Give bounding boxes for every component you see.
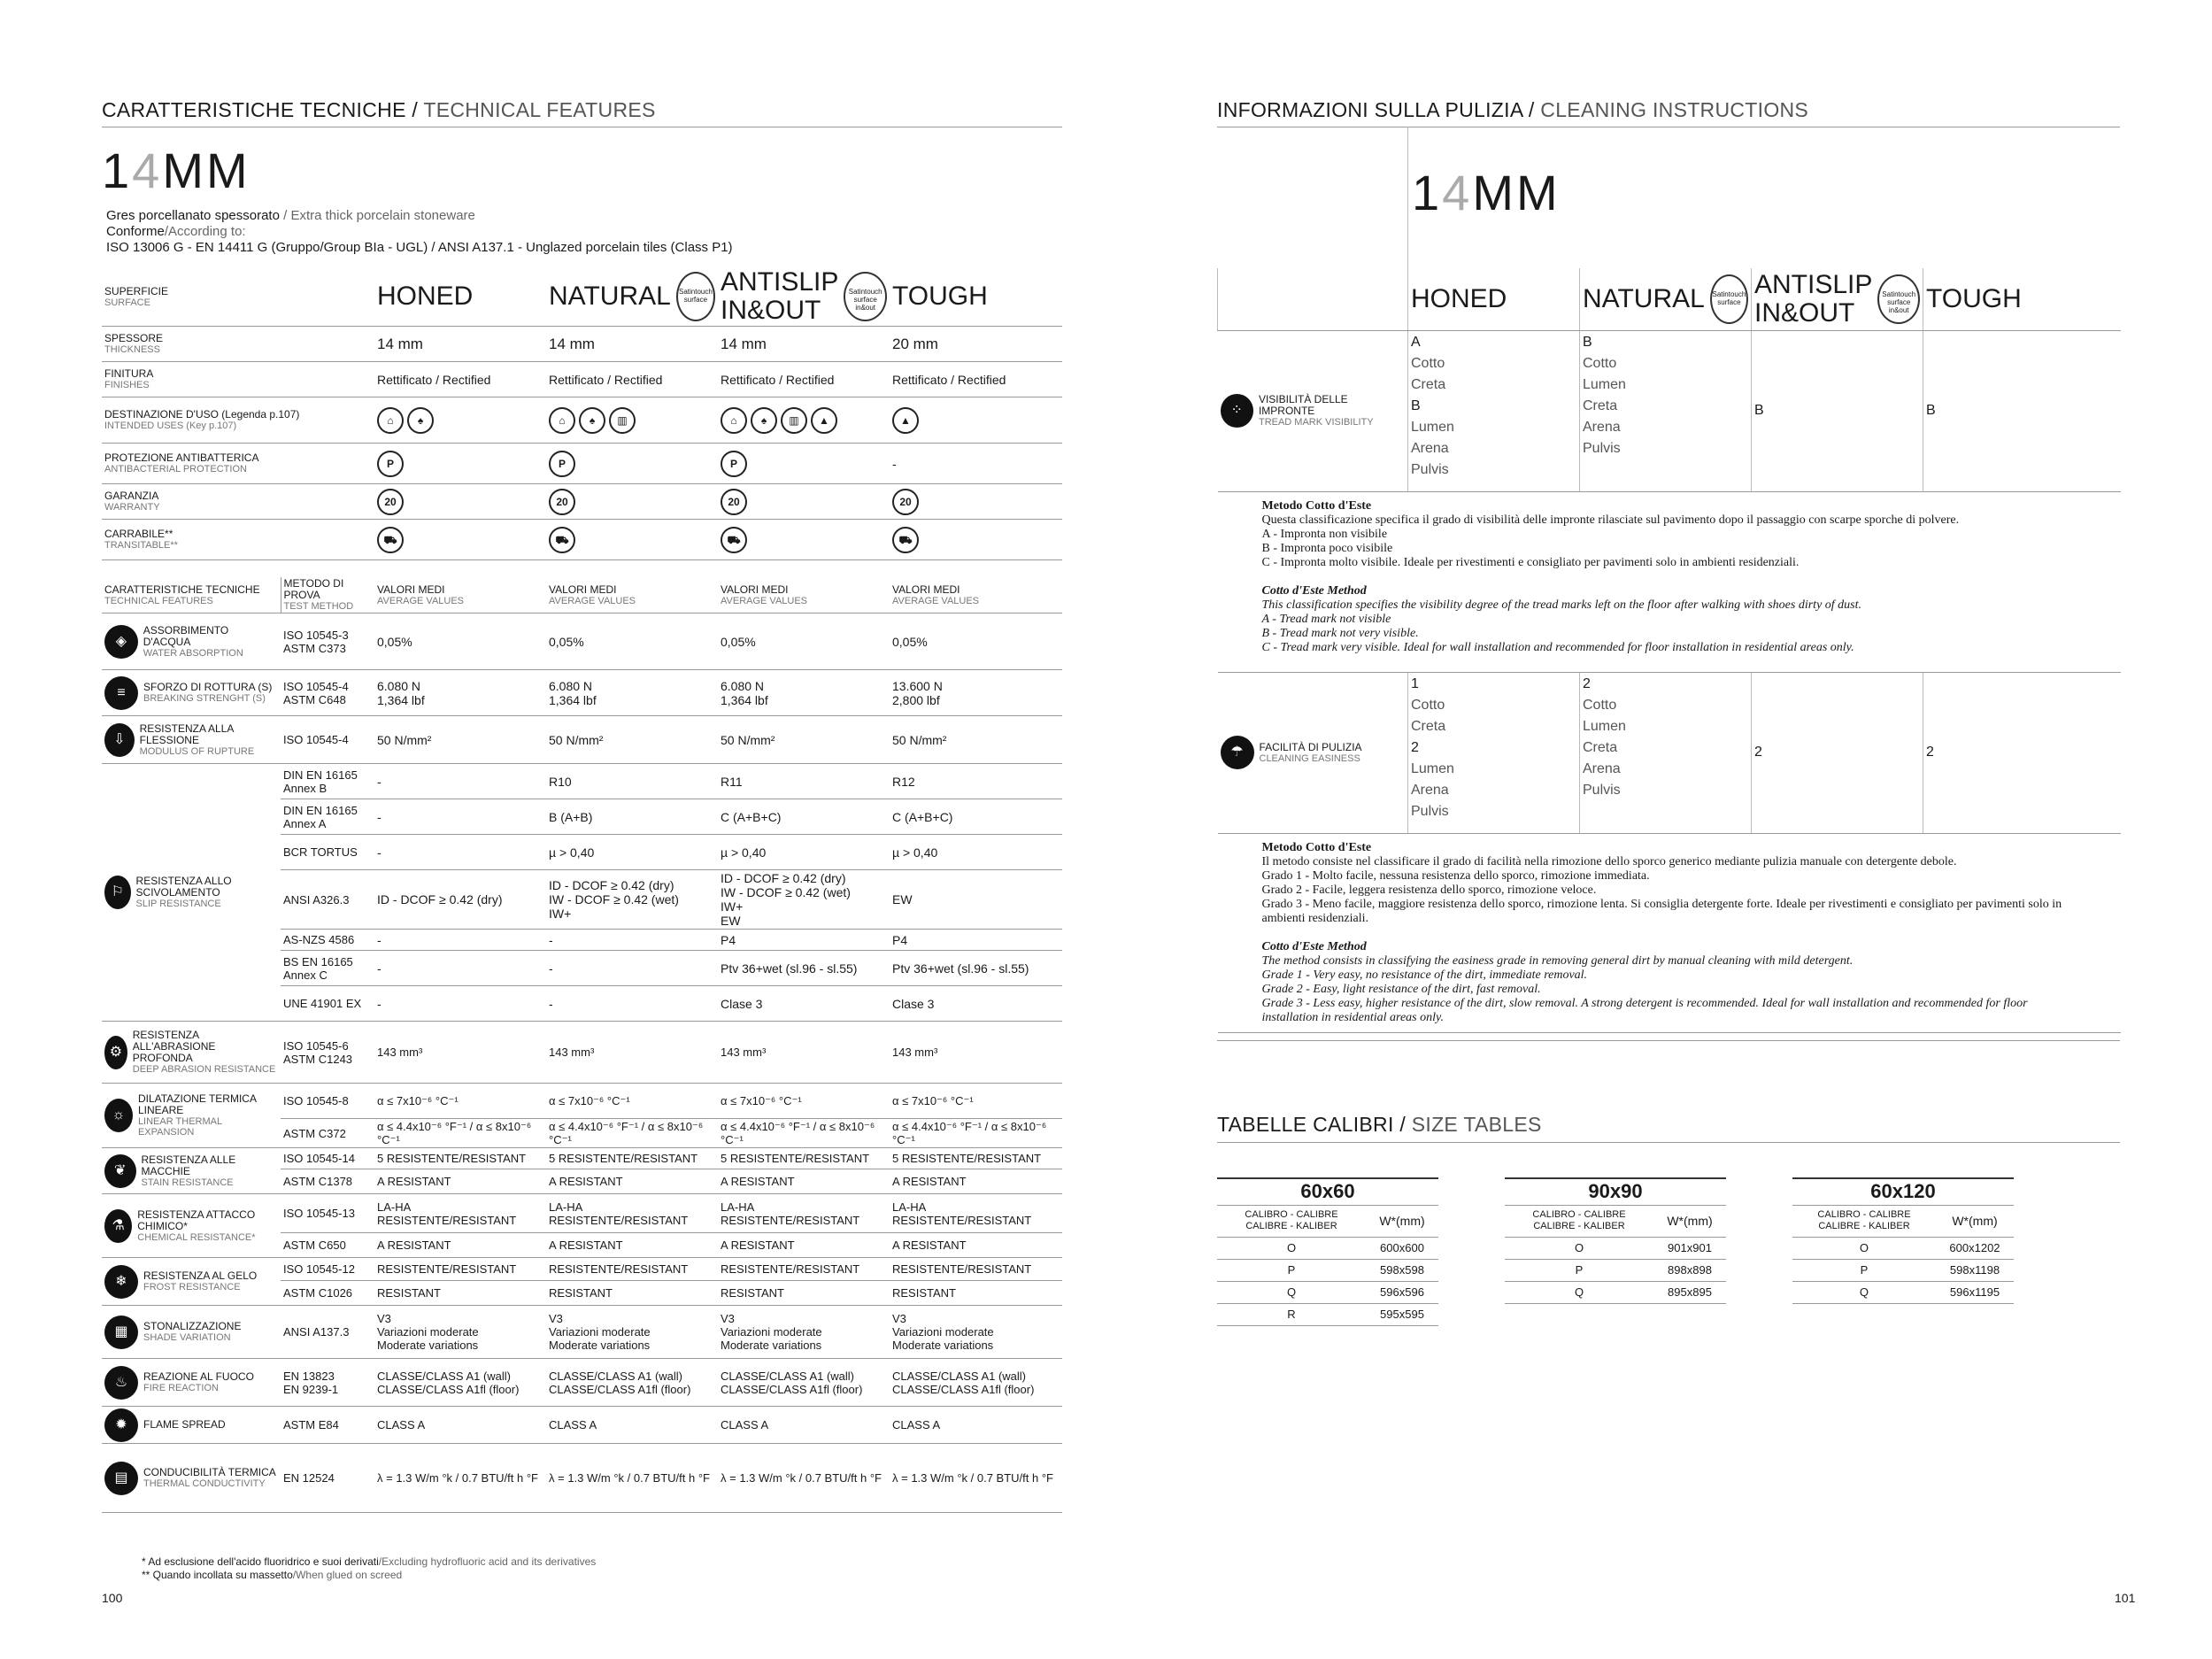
tech-row: ASTM C1378 A RESISTANT A RESISTANT A RESISTANT A RESISTANT [102, 1169, 1062, 1194]
tech-row: ◈ ASSORBIMENTO D'ACQUA WATER ABSORPTION ISO 10545-3 ASTM C373 0,05% 0,05% 0,05% 0,05% [102, 613, 1062, 670]
spec-row: DESTINAZIONE D'USO (Legenda p.107) INTENDED USES (Key p.107) ⌂ ♠ ⌂ ♠ ▥ ⌂ ♠ ▥ ▲ ▲ [102, 397, 1062, 444]
feature-icon: ◈ [104, 625, 138, 659]
feature-icon: ≡ [104, 676, 138, 710]
use-icon: ⛟ [377, 527, 404, 553]
use-icon: ▥ [609, 407, 636, 434]
size-table-title: 90x90 [1505, 1178, 1726, 1205]
surface-name: ANTISLIP IN&OUT [721, 267, 839, 325]
size-table-title: 60x120 [1792, 1178, 2014, 1205]
tech-row: ASTM C372 α ≤ 4.4x10⁻⁶ °F⁻¹ / α ≤ 8x10⁻⁶ °C⁻¹ α ≤ 4.4x10⁻⁶ °F⁻¹ / α ≤ 8x10⁻⁶ °C⁻¹ α ≤ 4.4x10⁻⁶ °F⁻¹ / α ≤ 8x10⁻⁶ °C⁻¹ α ≤ 4.4x10⁻⁶ °F⁻¹ / α ≤ 8x10⁻⁶ °C⁻¹ [102, 1119, 1062, 1148]
slip-row: ANSI A326.3 ID - DCOF ≥ 0.42 (dry) ID - DCOF ≥ 0.42 (dry) IW - DCOF ≥ 0.42 (wet) IW+ ID - DCOF ≥ 0.42 (dry) IW - DCOF ≥ 0.42 (wet) IW+ EW EW [102, 870, 1062, 930]
footprint-icon: ⁘ [1221, 394, 1253, 428]
feature-icon: ▤ [104, 1462, 138, 1495]
size-row: Q 596x1195 [1792, 1281, 2014, 1303]
intro: Gres porcellanato spessorato / Extra thick porcelain stoneware Conforme/According to: ISO 13006 G - EN 14411 G (Gruppo/Group BIa - UGL) / ANSI A137.1 - Unglazed porcelain tiles (Class P1) [106, 208, 733, 255]
surface-label: SUPERFICIE [104, 284, 169, 297]
tech-row: ⚗ RESISTENZA ATTACCO CHIMICO* CHEMICAL RESISTANCE* ISO 10545-13 LA-HA RESISTENTE/RESISTANT LA-HA RESISTENTE/RESISTANT LA-HA RESISTENTE/RESISTANT LA-HA RESISTENTE/RESISTANT [102, 1194, 1062, 1233]
divider [1407, 127, 1408, 268]
satintouch-badge-icon: Satintouch surface [1710, 274, 1748, 324]
use-icon: ♠ [579, 407, 605, 434]
cleaning-icon: ☂ [1221, 736, 1254, 769]
surface-name: ANTISLIP IN&OUT [1754, 269, 1873, 328]
use-icon: ⌂ [721, 407, 747, 434]
spec-row: SPESSORE THICKNESS 14 mm 14 mm 14 mm 20 mm [102, 327, 1062, 362]
use-icon: P [721, 451, 747, 477]
surface-table [102, 267, 1062, 560]
spec-row: PROTEZIONE ANTIBATTERICA ANTIBACTERIAL PROTECTION P P P - [102, 444, 1062, 484]
use-icon: ⛟ [721, 527, 747, 553]
footnotes: * Ad esclusione dell'acido fluoridrico e suoi derivati/Excluding hydrofluoric acid and its derivatives ** Quando incollata su massetto/When glued on screed [142, 1555, 597, 1581]
method-text: Metodo Cotto d'Este Il metodo consiste nel classificare il grado di facilità nella rimozione dello sporco generico mediante pulizia manuale con detergente debole. Grado 1 - Molto facile, nessuna resistenza dello sporco, rimozione immediata. Grado 2 - Facile, leggera resistenza dello sporco, rimozione veloce. Grado 3 - Meno facile, maggiore resistenza dello sporco, rimozione lenta. Si consiglia detergente forte. Ideale per rivestimenti e consigliato per pavimenti solo in ambienti residenziali. Cotto d'Este Method The method consists in classifying the easiness grade in removing general dirt by manual cleaning with mild detergent. Grade 1 - Very easy, no resistance of the dirt, immediate removal. Grade 2 - Easy, light resistance of the dirt, fast removal. Grade 3 - Less easy, higher resistance of the dirt, slow removal. A strong detergent is recommended. Ideal for wall installation and recommended for floor installation in residential areas only. [1218, 833, 2121, 1032]
tech-row: ✹ FLAME SPREAD ASTM E84 CLASS A CLASS A CLASS A CLASS A [102, 1407, 1062, 1444]
cleaning-table [1217, 268, 2121, 1033]
use-icon: ⌂ [549, 407, 575, 434]
slip-row: UNE 41901 EX - - Clase 3 Clase 3 [102, 986, 1062, 1022]
size-row: P 598x1198 [1792, 1259, 2014, 1281]
page-number: 101 [2115, 1591, 2136, 1605]
slip-row: BS EN 16165 Annex C - - Ptv 36+wet (sl.96 - sl.55) Ptv 36+wet (sl.96 - sl.55) [102, 951, 1062, 986]
size-row: O 600x600 [1217, 1237, 1438, 1259]
slip-row: ⚐ RESISTENZA ALLO SCIVOLAMENTO SLIP RESISTANCE DIN EN 16165 Annex B - R10 R11 R12 [102, 764, 1062, 799]
satintouch-badge-icon: Satintouch surface [676, 272, 715, 321]
surface-name: HONED [377, 282, 474, 311]
size-row: Q 895x895 [1505, 1281, 1726, 1303]
use-icon: ♠ [751, 407, 777, 434]
divider [1217, 1142, 2120, 1143]
satintouch-badge-icon: Satintouch surface in&out [844, 272, 887, 321]
divider [1217, 1040, 2120, 1041]
surface-row: SUPERFICIE SURFACE HONED NATURAL Satintouch surface ANTISLIP IN&OUT Satintouch surface in&out TOUGH [102, 267, 1062, 327]
spec-row: GARANZIA WARRANTY 20 20 20 20 [102, 484, 1062, 520]
feature-icon: ⚗ [104, 1209, 132, 1243]
product-title: 14MM [1412, 165, 1561, 220]
use-icon: 20 [377, 489, 404, 515]
use-icon: ▲ [892, 407, 919, 434]
feature-icon: ❄ [104, 1265, 138, 1299]
feature-icon: ▦ [104, 1316, 138, 1349]
surface-name: TOUGH [892, 282, 988, 311]
size-row: O 901x901 [1505, 1237, 1726, 1259]
feature-icon: ⚙ [104, 1036, 127, 1069]
use-icon: ▲ [811, 407, 837, 434]
size-table-90x90: 90x90 CALIBRO - CALIBRE CALIBRE - KALIBER W*(mm) O 901x901 P 898x898 Q 895x895 [1505, 1177, 1726, 1304]
section-title: CARATTERISTICHE TECNICHE / TECHNICAL FEATURES [102, 98, 656, 121]
use-icon: ▥ [781, 407, 807, 434]
surface-name: HONED [1411, 283, 1507, 313]
size-table-60x60: 60x60 CALIBRO - CALIBRE CALIBRE - KALIBER W*(mm) O 600x600 P 598x598 Q 596x596 R 595x595 [1217, 1177, 1438, 1326]
cleaning-row: ☂ FACILITÀ DI PULIZIA CLEANING EASINESS 1 Cotto Creta 2 Lumen Arena Pulvis 2 Cotto Lumen Creta Arena Pulvis 2 2 [1218, 672, 2121, 833]
tech-row: ASTM C650 A RESISTANT A RESISTANT A RESISTANT A RESISTANT [102, 1233, 1062, 1258]
tech-row: ▤ CONDUCIBILITÀ TERMICA THERMAL CONDUCTIVITY EN 12524 λ = 1.3 W/m °k / 0.7 BTU/ft h °F λ = 1.3 W/m °k / 0.7 BTU/ft h °F λ = 1.3 W/m °k / 0.7 BTU/ft h °F λ = 1.3 W/m °k / 0.7 BTU/ft h °F [102, 1444, 1062, 1513]
surface-name: NATURAL [1583, 283, 1705, 313]
feature-icon: ❦ [104, 1154, 136, 1188]
use-icon: ⌂ [377, 407, 404, 434]
tech-row: ⚙ RESISTENZA ALL'ABRASIONE PROFONDA DEEP ABRASION RESISTANCE ISO 10545-6 ASTM C1243 143 mm³ 143 mm³ 143 mm³ 143 mm³ [102, 1022, 1062, 1084]
method-text: Metodo Cotto d'Este Questa classificazione specifica il grado di visibilità delle impronte rilasciate sul pavimento dopo il passaggio con scarpe sporche di polvere. A - Impronta non visibile B - Impronta poco visibile C - Impronta molto visibile. Ideale per rivestimenti e consigliato per pavimenti solo in ambienti residenziali. Cotto d'Este Method This classification specifies the visibility degree of the tread marks left on the floor after walking with shoes dirty of dust. A - Tread mark not visible B - Tread mark not very visible. C - Tread mark very visible. Ideal for wall installation and recommended for floor installation in residential areas only. [1218, 491, 2121, 672]
feature-icon: ♨ [104, 1366, 138, 1400]
slip-row: DIN EN 16165 Annex A - B (A+B) C (A+B+C) C (A+B+C) [102, 799, 1062, 835]
tech-row: ASTM C1026 RESISTANT RESISTANT RESISTANT RESISTANT [102, 1281, 1062, 1306]
size-row: P 898x898 [1505, 1259, 1726, 1281]
feature-icon: ⇩ [104, 723, 135, 757]
tech-row: ≡ SFORZO DI ROTTURA (S) BREAKING STRENGHT (S) ISO 10545-4 ASTM C648 6.080 N 1,364 lbf 6.080 N 1,364 lbf 6.080 N 1,364 lbf 13.600 N 2,800 lbf [102, 670, 1062, 716]
page-number: 100 [102, 1591, 123, 1605]
feature-icon: ✹ [104, 1408, 138, 1442]
size-row: O 600x1202 [1792, 1237, 2014, 1259]
tech-row: ♨ REAZIONE AL FUOCO FIRE REACTION EN 13823 EN 9239-1 CLASSE/CLASS A1 (wall) CLASSE/CLASS A1fl (floor) CLASSE/CLASS A1 (wall) CLASSE/CLASS A1fl (floor) CLASSE/CLASS A1 (wall) CLASSE/CLASS A1fl (floor) CLASSE/CLASS A1 (wall) CLASSE/CLASS A1fl (floor) [102, 1359, 1062, 1407]
size-table-title: 60x60 [1217, 1178, 1438, 1205]
surface-row [1218, 268, 2121, 330]
size-row: Q 596x596 [1217, 1281, 1438, 1303]
section-title: INFORMAZIONI SULLA PULIZIA / CLEANING INSTRUCTIONS [1217, 98, 1809, 121]
product-title: 14MM [102, 143, 250, 198]
size-table-60x120: 60x120 CALIBRO - CALIBRE CALIBRE - KALIBER W*(mm) O 600x1202 P 598x1198 Q 596x1195 [1792, 1177, 2014, 1304]
use-icon: ♠ [407, 407, 434, 434]
use-icon: P [377, 451, 404, 477]
surface-name: NATURAL [549, 282, 671, 311]
tech-row: ⇩ RESISTENZA ALLA FLESSIONE MODULUS OF RUPTURE ISO 10545-4 50 N/mm² 50 N/mm² 50 N/mm² 50 N/mm² [102, 716, 1062, 764]
spec-row: CARRABILE** TRANSITABLE** ⛟ ⛟ ⛟ ⛟ [102, 520, 1062, 560]
slip-row: BCR TORTUS - µ > 0,40 µ > 0,40 µ > 0,40 [102, 835, 1062, 870]
use-icon: 20 [721, 489, 747, 515]
tech-row: ▦ STONALIZZAZIONE SHADE VARIATION ANSI A137.3 V3 Variazioni moderate Moderate variations V3 Variazioni moderate Moderate variations V3 Variazioni moderate Moderate variations V3 Variazioni moderate Moderate variations [102, 1306, 1062, 1359]
surface-name: TOUGH [1926, 283, 2022, 313]
slip-row: AS-NZS 4586 - - P4 P4 [102, 930, 1062, 951]
technical-table [102, 577, 1062, 1513]
tech-row: ☼ DILATAZIONE TERMICA LINEARE LINEAR THERMAL EXPANSION ISO 10545-8 α ≤ 7x10⁻⁶ °C⁻¹ α ≤ 7x10⁻⁶ °C⁻¹ α ≤ 7x10⁻⁶ °C⁻¹ α ≤ 7x10⁻⁶ °C⁻¹ [102, 1084, 1062, 1119]
use-icon: 20 [549, 489, 575, 515]
tech-row: ❄ RESISTENZA AL GELO FROST RESISTANCE ISO 10545-12 RESISTENTE/RESISTANT RESISTENTE/RESISTANT RESISTENTE/RESISTANT RESISTENTE/RESISTANT [102, 1258, 1062, 1281]
size-row: P 598x598 [1217, 1259, 1438, 1281]
spec-row: FINITURA FINISHES Rettificato / Rectified Rettificato / Rectified Rettificato / Rectified Rettificato / Rectified [102, 362, 1062, 397]
feature-icon: ⚐ [104, 876, 131, 909]
size-tables-title: TABELLE CALIBRI / SIZE TABLES [1217, 1113, 1542, 1136]
use-icon: ⛟ [549, 527, 575, 553]
use-icon: P [549, 451, 575, 477]
size-row: R 595x595 [1217, 1303, 1438, 1325]
tech-header: CARATTERISTICHE TECNICHE TECHNICAL FEATURES METODO DI PROVA TEST METHOD VALORI MEDI AVERAGE VALUES VALORI MEDI AVERAGE VALUES VALORI MEDI AVERAGE VALUES VALORI MEDI AVERAGE VALUES [102, 577, 1062, 613]
use-icon: 20 [892, 489, 919, 515]
right-page [1106, 0, 2212, 1659]
satintouch-badge-icon: Satintouch surface in&out [1877, 274, 1920, 324]
tech-row: ❦ RESISTENZA ALLE MACCHIE STAIN RESISTANCE ISO 10545-14 5 RESISTENTE/RESISTANT 5 RESISTENTE/RESISTANT 5 RESISTENTE/RESISTANT 5 RESISTENTE/RESISTANT [102, 1148, 1062, 1169]
cleaning-row: ⁘ VISIBILITÀ DELLE IMPRONTE TREAD MARK VISIBILITY A Cotto Creta B Lumen Arena Pulvis B Cotto Lumen Creta Arena Pulvis B B [1218, 330, 2121, 491]
feature-icon: ☼ [104, 1099, 133, 1132]
use-icon: ⛟ [892, 527, 919, 553]
